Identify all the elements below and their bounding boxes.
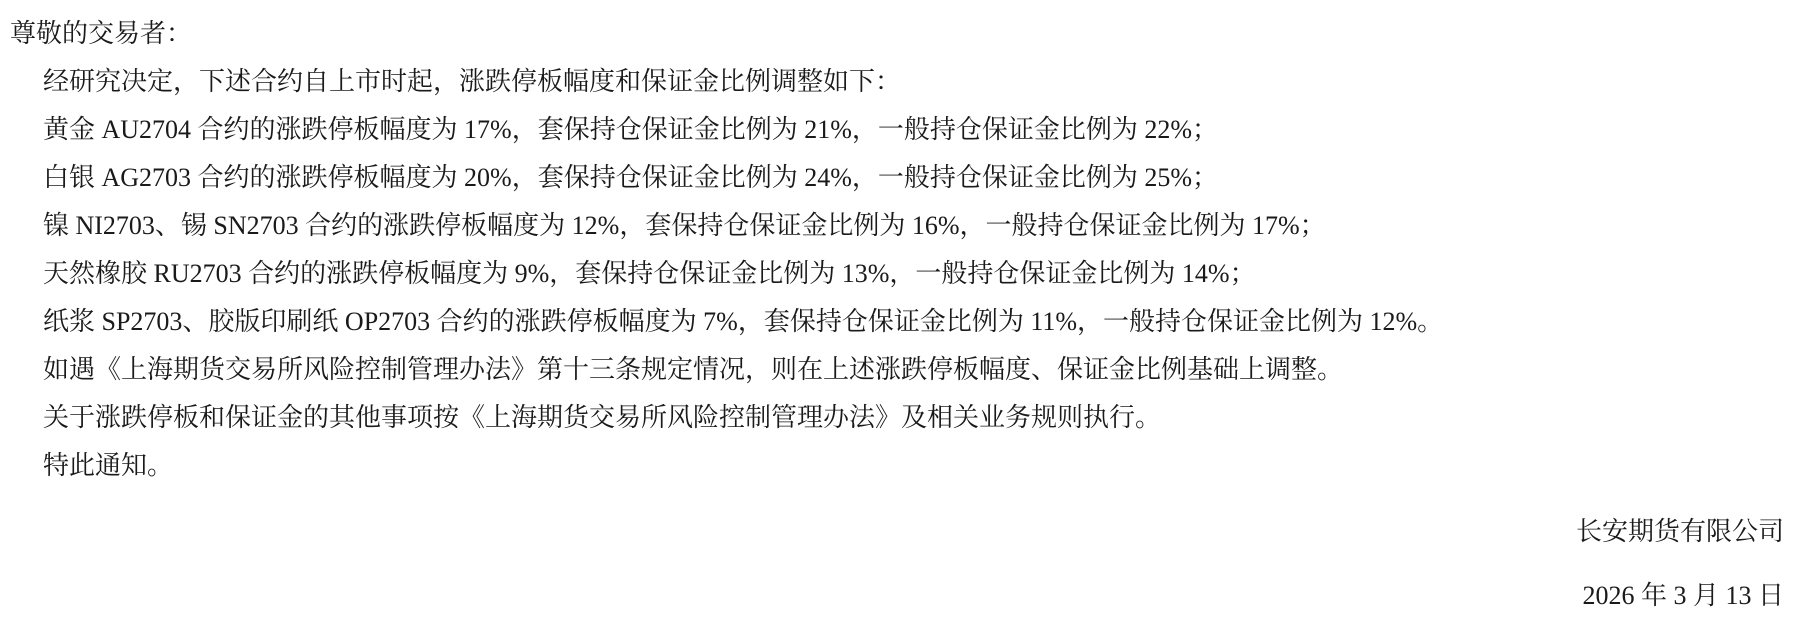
notice-date: 2026 年 3 月 13 日 xyxy=(1582,581,1784,610)
notice-paragraph: 如遇《上海期货交易所风险控制管理办法》第十三条规定情况，则在上述涨跌停板幅度、保证金比例基础上调整。 xyxy=(43,355,1344,384)
notice-body xyxy=(10,58,1784,490)
notice-paragraph: 关于涨跌停板和保证金的其他事项按《上海期货交易所风险控制管理办法》及相关业务规则执行。 xyxy=(43,403,1162,432)
notice-paragraph: 黄金 AU2704 合约的涨跌停板幅度为 17%，套保持仓保证金比例为 21%，一般持仓保证金比例为 22%； xyxy=(43,115,1219,144)
company-signature: 长安期货有限公司 xyxy=(1575,517,1784,546)
salutation: 尊敬的交易者： xyxy=(10,19,193,48)
notice-paragraph: 白银 AG2703 合约的涨跌停板幅度为 20%，套保持仓保证金比例为 24%，一般持仓保证金比例为 25%； xyxy=(43,163,1219,192)
notice-paragraph: 纸浆 SP2703、胶版印刷纸 OP2703 合约的涨跌停板幅度为 7%，套保持仓保证金比例为 11%，一般持仓保证金比例为 12%。 xyxy=(43,307,1444,336)
notice-paragraph: 经研究决定，下述合约自上市时起，涨跌停板幅度和保证金比例调整如下： xyxy=(43,67,902,96)
notice-paragraph: 天然橡胶 RU2703 合约的涨跌停板幅度为 9%，套保持仓保证金比例为 13%，一般持仓保证金比例为 14%； xyxy=(43,259,1256,288)
notice-paragraph: 特此通知。 xyxy=(43,451,174,480)
notice-paragraph: 镍 NI2703、锡 SN2703 合约的涨跌停板幅度为 12%，套保持仓保证金比例为 16%，一般持仓保证金比例为 17%； xyxy=(43,211,1326,240)
